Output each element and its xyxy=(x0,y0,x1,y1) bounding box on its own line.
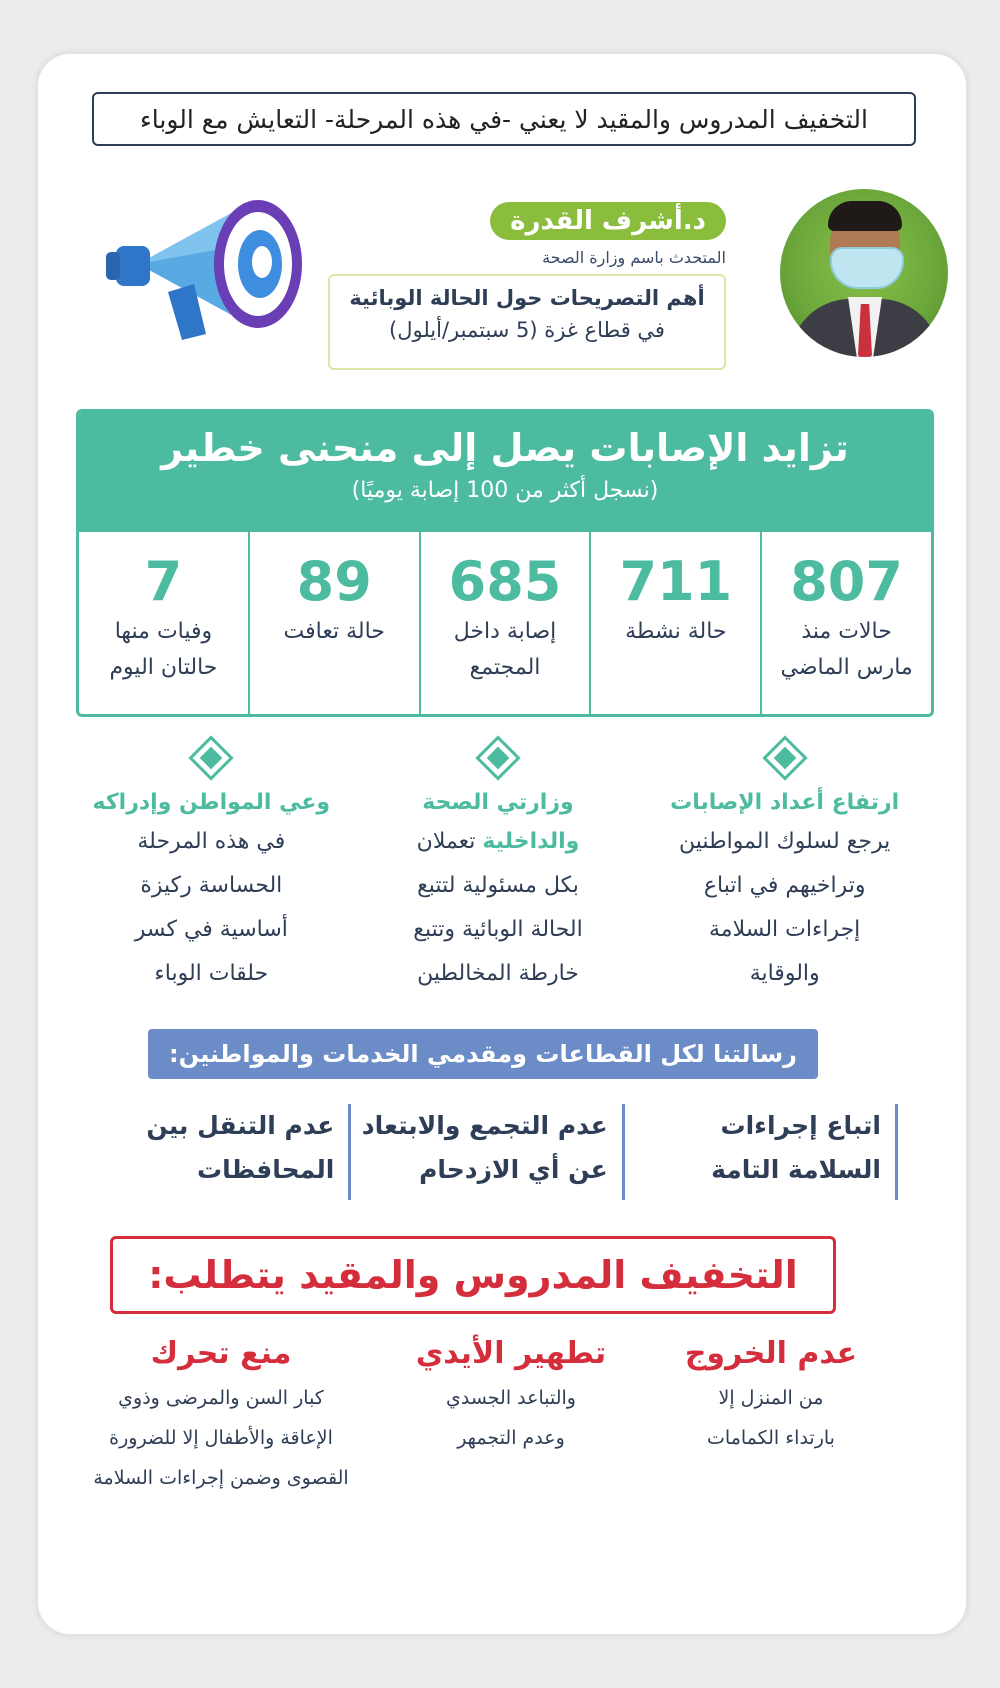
column-line: حلقات الوباء xyxy=(154,961,269,986)
requirement-line: القصوى وضمن إجراءات السلامة xyxy=(93,1467,349,1489)
requirements-list xyxy=(66,1332,896,1512)
column-heading: وعي المواطن وإدراكه xyxy=(92,790,331,815)
requirement-line: وعدم التجمهر xyxy=(457,1427,565,1449)
stat-value: 7 xyxy=(144,550,183,613)
requirement-line: كبار السن والمرضى وذوي xyxy=(118,1387,324,1409)
messages-banner: رسالتنا لكل القطاعات ومقدمي الخدمات والمواطنين: xyxy=(148,1029,818,1079)
stat-total xyxy=(760,532,931,714)
speaker-name: د.أشرف القدرة xyxy=(490,202,726,240)
requirement-line: من المنزل إلا xyxy=(718,1387,824,1409)
statement-line-1: أهم التصريحات حول الحالة الوبائية xyxy=(349,286,705,310)
stat-label: حالتان اليوم xyxy=(109,655,218,680)
column-line: والوقاية xyxy=(749,961,820,986)
requirement-restrict-movement xyxy=(66,1332,376,1512)
top-banner: التخفيف المدروس والمقيد لا يعني -في هذه المرحلة- التعايش مع الوباء xyxy=(92,92,916,146)
message-line: عدم التجمع والابتعاد xyxy=(361,1111,608,1140)
column-line: خارطة المخالطين xyxy=(417,961,579,986)
requirement-heading: عدم الخروج xyxy=(684,1336,858,1371)
stat-label: إصابة داخل xyxy=(453,619,557,644)
stat-label: المجتمع xyxy=(469,655,541,680)
stat-value: 685 xyxy=(448,550,562,613)
message-line: السلامة التامة xyxy=(711,1155,881,1184)
infographic-card xyxy=(36,52,968,1636)
stats-title: تزايد الإصابات يصل إلى منحنى خطير xyxy=(161,426,849,470)
column-highlight: تعملان xyxy=(416,829,476,854)
column-line: بكل مسئولية لتتبع xyxy=(417,873,579,898)
info-column-ministries xyxy=(355,742,642,1002)
stat-community xyxy=(419,532,590,714)
requirement-heading: تطهير الأيدي xyxy=(415,1336,607,1371)
column-line: في هذه المرحلة xyxy=(137,829,286,854)
column-line: يرجع لسلوك المواطنين xyxy=(679,829,891,854)
stats-panel xyxy=(76,409,934,717)
info-column-rising-cases xyxy=(641,742,928,1002)
message-item xyxy=(625,1104,898,1200)
messages-list xyxy=(78,1104,898,1200)
stat-label: حالات منذ xyxy=(801,619,892,644)
requirement-line: والتباعد الجسدي xyxy=(446,1387,576,1409)
column-line xyxy=(361,820,636,864)
stat-label: مارس الماضي xyxy=(780,655,913,680)
column-line: أساسية في كسر xyxy=(134,917,288,942)
stats-subtitle: (نسجل أكثر من 100 إصابة يوميًا) xyxy=(351,478,659,503)
stat-value: 89 xyxy=(296,550,372,613)
statement-line-2: في قطاع غزة (5 سبتمبر/أيلول) xyxy=(389,318,665,342)
info-columns xyxy=(68,742,928,1002)
message-line: المحافظات xyxy=(196,1155,335,1184)
requirement-sanitize-hands xyxy=(376,1332,646,1512)
stat-label: حالة تعافت xyxy=(283,619,385,644)
megaphone-icon xyxy=(98,184,308,344)
message-item xyxy=(78,1104,351,1200)
column-heading: ارتفاع أعداد الإصابات xyxy=(670,790,900,815)
requirement-no-going-out xyxy=(646,1332,896,1512)
stat-deaths xyxy=(79,532,248,714)
stats-row xyxy=(79,532,931,714)
column-line: إجراءات السلامة xyxy=(709,917,861,942)
speaker-role: المتحدث باسم وزارة الصحة xyxy=(542,248,726,267)
column-line: الحساسة ركيزة xyxy=(140,873,283,898)
stat-value: 807 xyxy=(790,550,903,613)
message-line: اتباع إجراءات xyxy=(720,1111,881,1140)
requirements-banner: التخفيف المدروس والمقيد يتطلب: xyxy=(110,1236,836,1314)
stat-value: 711 xyxy=(619,550,733,613)
stat-active xyxy=(589,532,760,714)
statement-box xyxy=(328,274,726,370)
message-item xyxy=(351,1104,624,1200)
diamond-icon xyxy=(475,735,520,780)
stats-header xyxy=(79,412,931,532)
diamond-icon xyxy=(189,735,234,780)
stat-recovered xyxy=(248,532,419,714)
column-line: وتراخيهم في اتباع xyxy=(703,873,866,898)
column-line: الحالة الوبائية وتتبع xyxy=(413,917,583,942)
requirement-line: الإعاقة والأطفال إلا للضرورة xyxy=(109,1427,333,1449)
message-line: عن أي الازدحام xyxy=(419,1155,608,1184)
diamond-icon xyxy=(762,735,807,780)
info-column-citizen-awareness xyxy=(68,742,355,1002)
requirement-line: بارتداء الكمامات xyxy=(707,1427,835,1449)
requirement-heading: منع تحرك xyxy=(150,1336,292,1371)
speaker-photo xyxy=(780,189,948,357)
stat-label: وفيات منها xyxy=(114,619,213,644)
column-heading: وزارتي الصحة xyxy=(422,790,574,815)
message-line: عدم التنقل بين xyxy=(146,1111,335,1140)
stat-label: حالة نشطة xyxy=(625,619,727,644)
column-heading-continued: والداخلية xyxy=(482,829,580,854)
